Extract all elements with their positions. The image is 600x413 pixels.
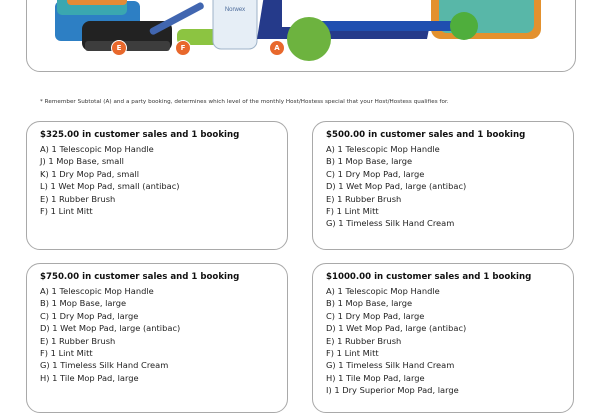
product-photo-frame — [26, 0, 576, 72]
list-item: H) 1 Tile Mop Pad, large — [326, 372, 425, 383]
list-item: B) 1 Mop Base, large — [326, 156, 413, 167]
list-item: B) 1 Mop Base, large — [40, 298, 127, 309]
marker-e: E — [111, 40, 127, 56]
list-item: I) 1 Dry Superior Mop Pad, large — [326, 385, 459, 396]
list-item: G) 1 Timeless Silk Hand Cream — [326, 360, 455, 371]
footnote: * Remember Subtotal (A) and a party booking, determines which level of the monthly Host/Hostess special that your Host/Hostess qualifies for. — [40, 99, 449, 105]
list-item: B) 1 Mop Base, large — [326, 298, 413, 309]
list-item: C) 1 Dry Mop Pad, large — [326, 310, 425, 321]
list-item: F) 1 Lint Mitt — [40, 206, 93, 217]
list-item: A) 1 Telescopic Mop Handle — [326, 144, 440, 154]
list-item: A) 1 Telescopic Mop Handle — [326, 286, 440, 296]
list-item: D) 1 Wet Mop Pad, large (antibac) — [326, 181, 467, 192]
tier-title: $500.00 in customer sales and 1 booking — [326, 130, 526, 140]
list-item: E) 1 Rubber Brush — [326, 193, 402, 204]
list-item: D) 1 Wet Mop Pad, large (antibac) — [40, 323, 181, 334]
product-photo — [27, 0, 575, 72]
marker-a: A — [269, 40, 285, 56]
list-item: F) 1 Lint Mitt — [326, 206, 379, 217]
list-item: E) 1 Rubber Brush — [326, 335, 402, 346]
tier-title: $1000.00 in customer sales and 1 booking — [326, 272, 532, 282]
list-item: H) 1 Tile Mop Pad, large — [40, 372, 139, 383]
tier-card-325 — [26, 121, 288, 250]
list-item: C) 1 Dry Mop Pad, large — [326, 168, 425, 179]
marker-f: F — [175, 40, 191, 56]
bottle-label: Norwex — [224, 7, 246, 13]
list-item: G) 1 Timeless Silk Hand Cream — [40, 360, 169, 371]
list-item: A) 1 Telescopic Mop Handle — [40, 286, 154, 296]
list-item: E) 1 Rubber Brush — [40, 193, 116, 204]
list-item: E) 1 Rubber Brush — [40, 335, 116, 346]
list-item: C) 1 Dry Mop Pad, large — [40, 310, 139, 321]
tier-card-500 — [312, 121, 574, 250]
list-item: F) 1 Lint Mitt — [326, 348, 379, 359]
tier-card-750 — [26, 263, 288, 413]
tier-title: $750.00 in customer sales and 1 booking — [40, 272, 240, 282]
list-item: L) 1 Wet Mop Pad, small (antibac) — [40, 181, 180, 192]
tier-card-1000 — [312, 263, 574, 413]
tier-title: $325.00 in customer sales and 1 booking — [40, 130, 240, 140]
list-item: K) 1 Dry Mop Pad, small — [40, 168, 140, 179]
list-item: A) 1 Telescopic Mop Handle — [40, 144, 154, 154]
list-item: G) 1 Timeless Silk Hand Cream — [326, 218, 455, 229]
list-item: J) 1 Mop Base, small — [40, 156, 124, 167]
list-item: D) 1 Wet Mop Pad, large (antibac) — [326, 323, 467, 334]
list-item: F) 1 Lint Mitt — [40, 348, 93, 359]
